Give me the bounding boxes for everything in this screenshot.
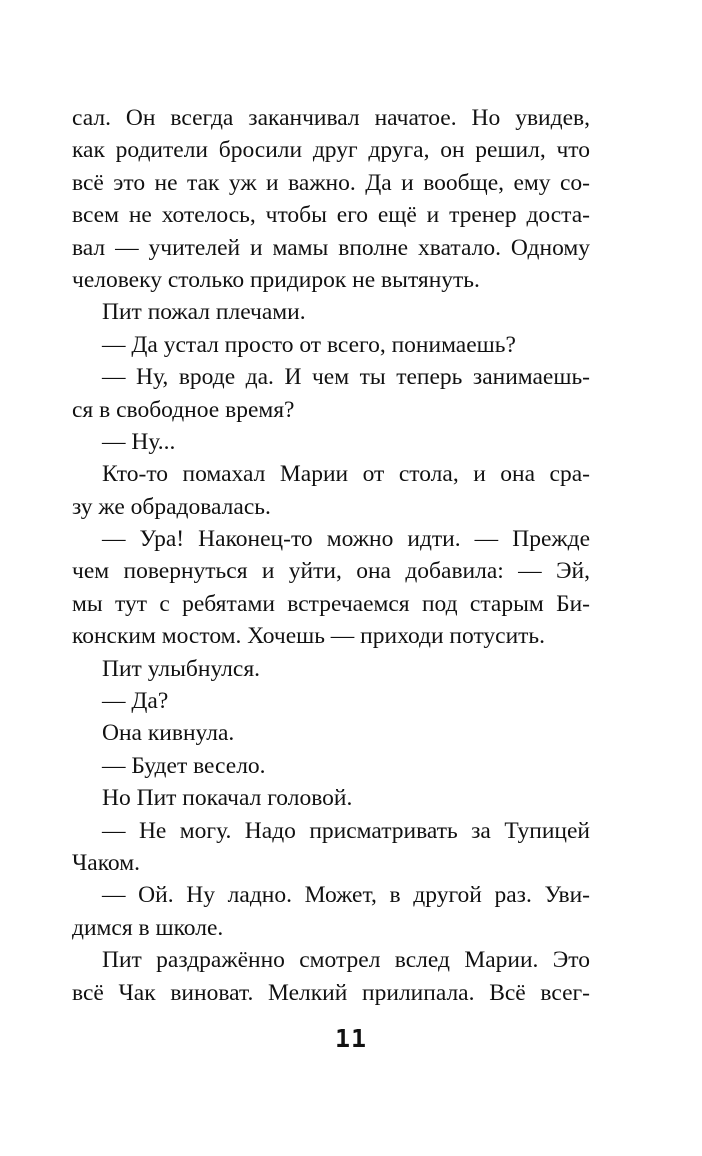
text-line: Пит пожал плечами. — [102, 299, 306, 326]
text-line: всё это не так уж и важно. Да и вообще, ему со- — [72, 169, 590, 196]
text-line: — Ну, вроде да. И чем ты теперь занимаешь- — [102, 364, 590, 391]
text-line: чем повернуться и уйти, она добавила: — Эй, — [72, 558, 590, 585]
text-line: вал — учителей и мамы вполне хватало. Одному — [72, 234, 590, 261]
text-line: — Ура! Наконец-то можно идти. — Прежде — [102, 526, 590, 553]
text-line: Она кивнула. — [102, 720, 235, 747]
text-line: — Ой. Ну ладно. Может, в другой раз. Уви- — [102, 882, 590, 909]
text-line: всем не хотелось, чтобы его ещё и тренер доста- — [72, 202, 590, 229]
text-line: — Будет весело. — [102, 752, 266, 779]
text-line: — Да? — [102, 688, 169, 715]
page-number: 11 — [334, 1024, 368, 1053]
text-line: димся в школе. — [72, 914, 224, 941]
text-line: мы тут с ребятами встречаемся под старым Би- — [72, 590, 590, 617]
page-text — [72, 102, 590, 1009]
text-line: сал. Он всегда заканчивал начатое. Но увидев, — [72, 105, 590, 131]
text-line: — Не могу. Надо присматривать за Тупицей — [102, 817, 590, 844]
text-line: Но Пит покачал головой. — [102, 785, 353, 812]
text-line: Кто-то помахал Марии от стола, и она сра- — [102, 461, 590, 488]
text-line: Чаком. — [72, 849, 140, 876]
text-line: как родители бросили друг друга, он решил, что — [72, 137, 590, 164]
text-line: — Ну... — [102, 428, 176, 455]
text-line: зу же обрадовалась. — [72, 493, 271, 520]
text-line: ся в свободное время? — [72, 396, 295, 423]
text-line: всё Чак виноват. Мелкий прилипала. Всё всег- — [72, 979, 590, 1006]
text-line: Пит раздражённо смотрел вслед Марии. Это — [102, 947, 590, 974]
text-line: — Да устал просто от всего, понимаешь? — [102, 331, 516, 358]
text-line: человеку столько придирок не вытянуть. — [72, 266, 480, 293]
text-line: Пит улыбнулся. — [102, 655, 261, 682]
text-line: конским мостом. Хочешь — приходи потусить. — [72, 623, 546, 650]
